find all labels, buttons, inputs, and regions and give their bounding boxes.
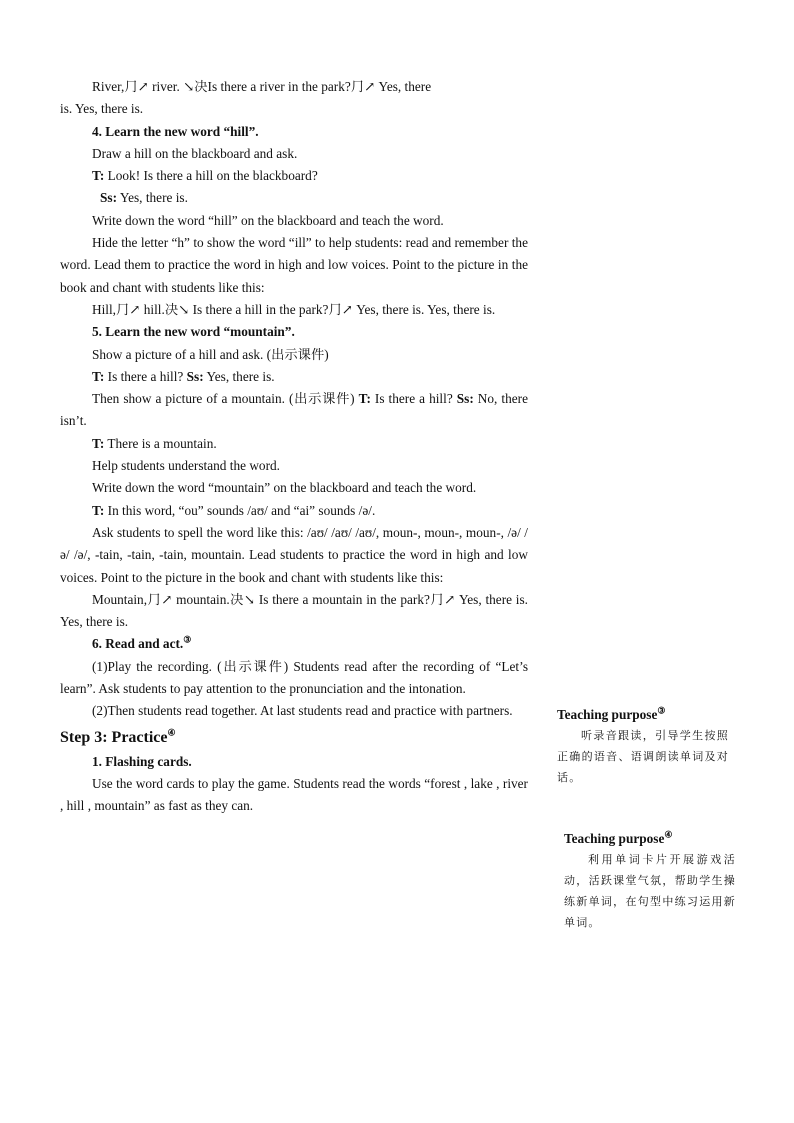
dialog-pronunciation: T: In this word, “ou” sounds /aʊ/ and “ai” sounds /ə/. — [92, 502, 376, 518]
instruction-draw-hill: Draw a hill on the blackboard and ask. — [92, 145, 298, 161]
footnote-marker: ④ — [167, 727, 176, 738]
dialog-hill-question: T: Is there a hill? Ss: Yes, there is. — [92, 368, 275, 384]
note-title: Teaching purpose④ — [564, 829, 673, 846]
paragraph-play-recording: (1)Play the recording. (出示课件) Students read after the recording of “Let’s learn”. Ask students to pay attention to the pronunciation and the intonation. — [60, 658, 528, 697]
teaching-purpose-note-3 — [557, 704, 729, 788]
instruction-help-understand: Help students understand the word. — [92, 458, 280, 474]
dialog-mountain-question: Then show a picture of a mountain. (出示课件) T: Is there a hill? Ss: No, there isn’t. — [60, 391, 528, 429]
dialog-teacher-hill: T: Look! Is there a hill on the blackboard? — [92, 168, 318, 184]
dialog-there-is-mountain: T: There is a mountain. — [92, 435, 217, 451]
heading-flashing-cards: 1. Flashing cards. — [92, 753, 192, 769]
chant-river: River,⺆↗ river. ↘决Is there a river in the park?⺆↗ Yes, there — [92, 79, 432, 94]
heading-read-act: 6. Read and act.③ — [92, 635, 192, 652]
instruction-write-hill: Write down the word “hill” on the blackboard and teach the word. — [92, 212, 444, 228]
teaching-purpose-note-4 — [564, 828, 736, 933]
paragraph-word-cards: Use the word cards to play the game. Students read the words “forest , lake , river , hill , mountain” as fast as they can. — [60, 775, 528, 814]
lesson-body — [60, 76, 528, 818]
instruction-write-mountain: Write down the word “mountain” on the blackboard and teach the word. — [92, 480, 477, 496]
speaker-label: Ss: — [100, 190, 117, 206]
paragraph-hide-letter: Hide the letter “h” to show the word “ill” to help students: read and remember the word. Lead them to practice the word in high and low voices. Point to the picture in the book and chant with students like this: — [60, 235, 528, 295]
note-title: Teaching purpose③ — [557, 705, 666, 722]
heading-learn-hill: 4. Learn the new word “hill”. — [92, 123, 259, 139]
dialog-students-hill: Ss: Yes, there is. — [100, 190, 188, 206]
chant-mountain: Mountain,⺆↗ mountain.决↘ Is there a mountain in the park?⺆↗ Yes, there is. Yes, there is. — [60, 591, 528, 630]
instruction-show-hill: Show a picture of a hill and ask. (出示课件) — [92, 346, 329, 362]
chant-river-cont: is. Yes, there is. — [60, 101, 144, 117]
paragraph-read-together: (2)Then students read together. At last students read and practice with partners. — [92, 703, 513, 719]
note-text: 听录音跟读，引导学生按照正确的语音、语调朗读单词及对话。 — [557, 729, 729, 784]
step-3-heading: Step 3: Practice④ — [60, 727, 176, 746]
paragraph-spell-mountain: Ask students to spell the word like this: /aʊ/ /aʊ/ /aʊ/, moun-, moun-, moun-, /ə/ /ə/ /ə/, -tain, -tain, -tain, mountain. Lead students to practice the word in high and low voices. Point to the picture in the book and chant with students like this: — [60, 524, 528, 585]
footnote-marker: ③ — [183, 635, 192, 645]
speaker-label: T: — [92, 168, 105, 184]
heading-learn-mountain: 5. Learn the new word “mountain”. — [92, 324, 295, 340]
note-text: 利用单词卡片开展游戏活动，活跃课堂气氛，帮助学生操练新单词，在句型中练习运用新单词。 — [564, 853, 736, 929]
chant-hill: Hill,⺆↗ hill.决↘ Is there a hill in the park?⺆↗ Yes, there is. Yes, there is. — [92, 301, 496, 317]
